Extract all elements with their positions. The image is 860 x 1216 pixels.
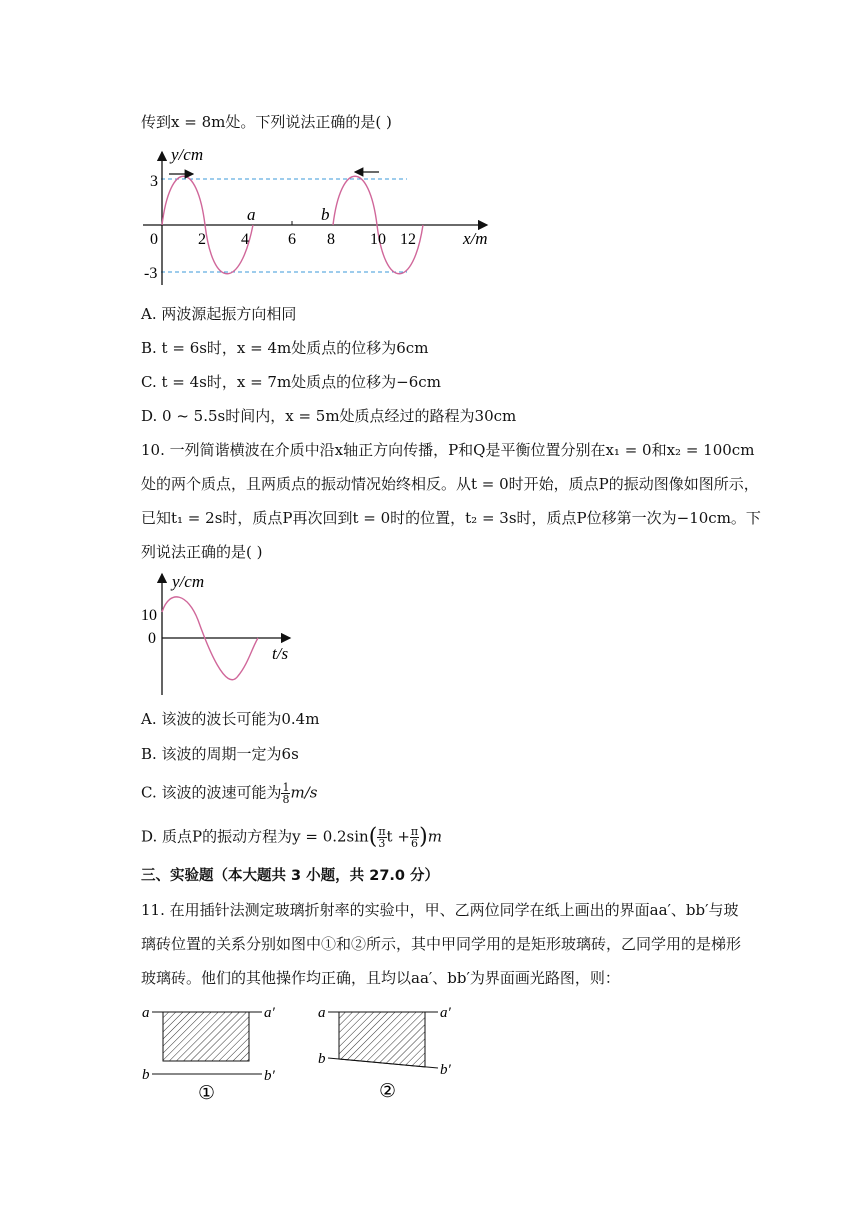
diagram2-trapezoid-glass [339, 1012, 425, 1067]
x-tick-0: 0 [150, 231, 158, 248]
point-b-label: b [321, 205, 330, 224]
x-tick-6: 6 [288, 231, 296, 248]
q9-option-a: A. 两波源起振方向相同 [141, 305, 297, 323]
q10-stem-line-3: 已知t₁ = 2s时，质点P再次回到t = 0时的位置，t₂ = 3s时，质点P位移第一次为−10cm。下 [141, 509, 761, 527]
q10-option-d: D. 质点P的振动方程为y = 0.2sin( $\frac{\pi}{3}$ t + $\frac{\pi}{6}$ )m [141, 824, 442, 850]
svg-text:b′: b′ [264, 1068, 275, 1084]
q10-stem-line-2: 处的两个质点，且两质点的振动情况始终相反。从t = 0时开始，质点P的振动图像如图所示， [141, 475, 759, 493]
x-tick-10: 10 [370, 231, 386, 248]
y-tick-10: 10 [141, 607, 157, 624]
q9-stem-tail: 传到x = 8m处。下列说法正确的是( ) [141, 113, 392, 131]
q10-option-c: C. 该波的波速可能为 $\frac{1}{8}$ m/s [141, 781, 318, 806]
svg-text:b: b [318, 1051, 326, 1067]
fraction-one-eighth: $\frac{1}{8}$ [282, 781, 290, 806]
svg-text:b′: b′ [440, 1062, 451, 1078]
x-tick-8: 8 [327, 231, 335, 248]
y-tick-3: 3 [150, 173, 158, 190]
point-a-label: a [247, 205, 256, 224]
wave-figure [135, 140, 505, 290]
t-axis-label: t/s [272, 644, 289, 663]
y-tick-0: 0 [148, 630, 156, 647]
y-axis-label: y/cm [172, 572, 205, 591]
section-heading-experiments: 三、实验题（本大题共 3 小题，共 27.0 分） [141, 868, 440, 884]
svg-text:a: a [142, 1005, 150, 1021]
q11-stem-line-3: 玻璃砖。他们的其他操作均正确，且均以aa′、bb′为界面画光路图，则： [141, 969, 620, 987]
x-tick-4: 4 [241, 231, 249, 248]
fraction-pi-over-6: $\frac{\pi}{6}$ [410, 825, 419, 850]
diagram1-caption: ① [198, 1083, 216, 1104]
vibration-graph [138, 568, 308, 700]
q10-stem-line-1: 10. 一列简谐横波在介质中沿x轴正方向传播，P和Q是平衡位置分别在x₁ = 0和x₂ = 100cm [141, 441, 755, 459]
glass-brick-diagrams [138, 1000, 468, 1110]
q9-option-c: C. t = 4s时，x = 7m处质点的位移为−6cm [141, 373, 441, 391]
q10-stem-line-4: 列说法正确的是( ) [141, 543, 263, 561]
q11-stem-line-1: 11. 在用插针法测定玻璃折射率的实验中，甲、乙两位同学在纸上画出的界面aa′、bb′与玻 [141, 901, 739, 919]
q9-option-b: B. t = 6s时，x = 4m处质点的位移为6cm [141, 339, 429, 357]
x-axis-label: x/m [463, 229, 488, 248]
diagram2-caption: ② [379, 1081, 397, 1102]
y-tick-neg3: -3 [144, 265, 158, 282]
svg-text:a′: a′ [264, 1005, 275, 1021]
y-axis-label: y/cm [171, 145, 204, 164]
q9-option-d: D. 0 ~ 5.5s时间内，x = 5m处质点经过的路程为30cm [141, 407, 517, 425]
q10-option-a: A. 该波的波长可能为0.4m [141, 710, 320, 728]
svg-text:a′: a′ [440, 1005, 451, 1021]
x-tick-12: 12 [400, 231, 416, 248]
q10-option-b: B. 该波的周期一定为6s [141, 745, 299, 763]
diagram1-rectangular-glass [163, 1012, 249, 1061]
svg-text:b: b [142, 1067, 150, 1083]
q11-stem-line-2: 璃砖位置的关系分别如图中①和②所示，其中甲同学用的是矩形玻璃砖，乙同学用的是梯形 [141, 935, 742, 953]
fraction-pi-over-3: $\frac{\pi}{3}$ [378, 825, 386, 850]
svg-text:a: a [318, 1005, 326, 1021]
x-tick-2: 2 [198, 231, 206, 248]
